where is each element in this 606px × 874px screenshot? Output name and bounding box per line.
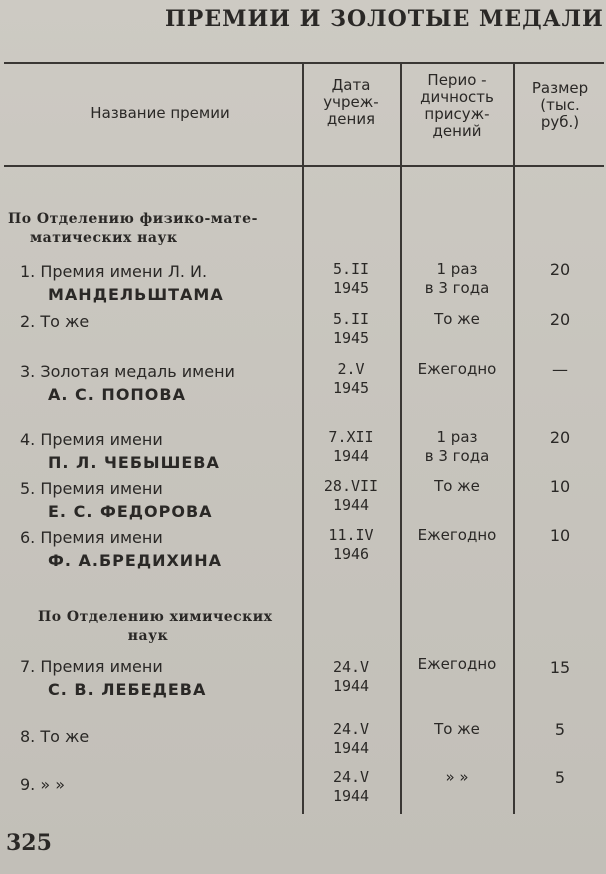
award-frequency: То же	[434, 310, 480, 328]
award-frequency: То же	[434, 477, 480, 495]
award-frequency: Ежегодно	[417, 526, 497, 544]
establishment-date: 2.V 1945	[332, 360, 370, 397]
section-heading: По Отделению физико-мате- матических наук	[8, 211, 258, 246]
prize-amount: 5	[554, 720, 566, 739]
establishment-date: 11.IV 1946	[328, 526, 374, 563]
page-title: ПРЕМИИ И ЗОЛОТЫЕ МЕДАЛИ	[165, 6, 604, 32]
establishment-date: 5.II 1945	[332, 260, 370, 297]
prize-amount: 5	[554, 768, 566, 787]
section-heading: По Отделению химических наук	[38, 609, 273, 644]
prize-name: 2. То же	[20, 312, 90, 331]
prize-name: 7. Премия имени С. В. ЛЕБЕДЕВА	[20, 657, 207, 699]
prize-name: 4. Премия имени П. Л. ЧЕБЫШЕВА	[20, 430, 220, 472]
prize-amount: 20	[549, 260, 571, 279]
award-frequency: То же	[434, 720, 480, 738]
establishment-date: 24.V 1944	[332, 658, 370, 695]
establishment-date: 24.V 1944	[332, 720, 370, 757]
prize-amount: 15	[549, 658, 571, 677]
establishment-date: 5.II 1945	[332, 310, 370, 347]
prize-amount: 20	[549, 428, 571, 447]
establishment-date: 28.VII 1944	[323, 477, 379, 514]
column-divider	[302, 64, 304, 814]
column-header-size: Размер (тыс. руб.)	[531, 79, 589, 131]
award-frequency: Ежегодно	[417, 360, 497, 378]
column-header-name: Название премии	[90, 104, 230, 122]
column-header-period: Перио - дичность присуж- дений	[420, 71, 494, 140]
prize-name: 1. Премия имени Л. И. МАНДЕЛЬШТАМА	[20, 262, 224, 304]
establishment-date: 7.XII 1944	[328, 428, 374, 465]
prize-amount: 10	[549, 526, 571, 545]
column-divider	[513, 64, 515, 814]
award-frequency: Ежегодно	[417, 655, 497, 673]
establishment-date: 24.V 1944	[332, 768, 370, 805]
prize-amount: 20	[549, 310, 571, 329]
award-frequency: 1 раз в 3 года	[424, 260, 490, 297]
prize-name: 9. » »	[20, 775, 66, 794]
prize-name: 6. Премия имени Ф. А.БРЕДИХИНА	[20, 528, 222, 570]
prize-name: 8. То же	[20, 727, 90, 746]
column-header-date: Дата учреж- дения	[323, 76, 379, 128]
award-frequency: » »	[445, 768, 469, 786]
page-number: 325	[6, 830, 52, 856]
award-frequency: 1 раз в 3 года	[424, 428, 490, 465]
prize-amount: 10	[549, 477, 571, 496]
prize-name: 3. Золотая медаль имени А. С. ПОПОВА	[20, 362, 235, 404]
prize-name: 5. Премия имени Е. С. ФЕДОРОВА	[20, 479, 213, 521]
prize-amount: —	[552, 360, 568, 379]
column-divider	[400, 64, 402, 814]
